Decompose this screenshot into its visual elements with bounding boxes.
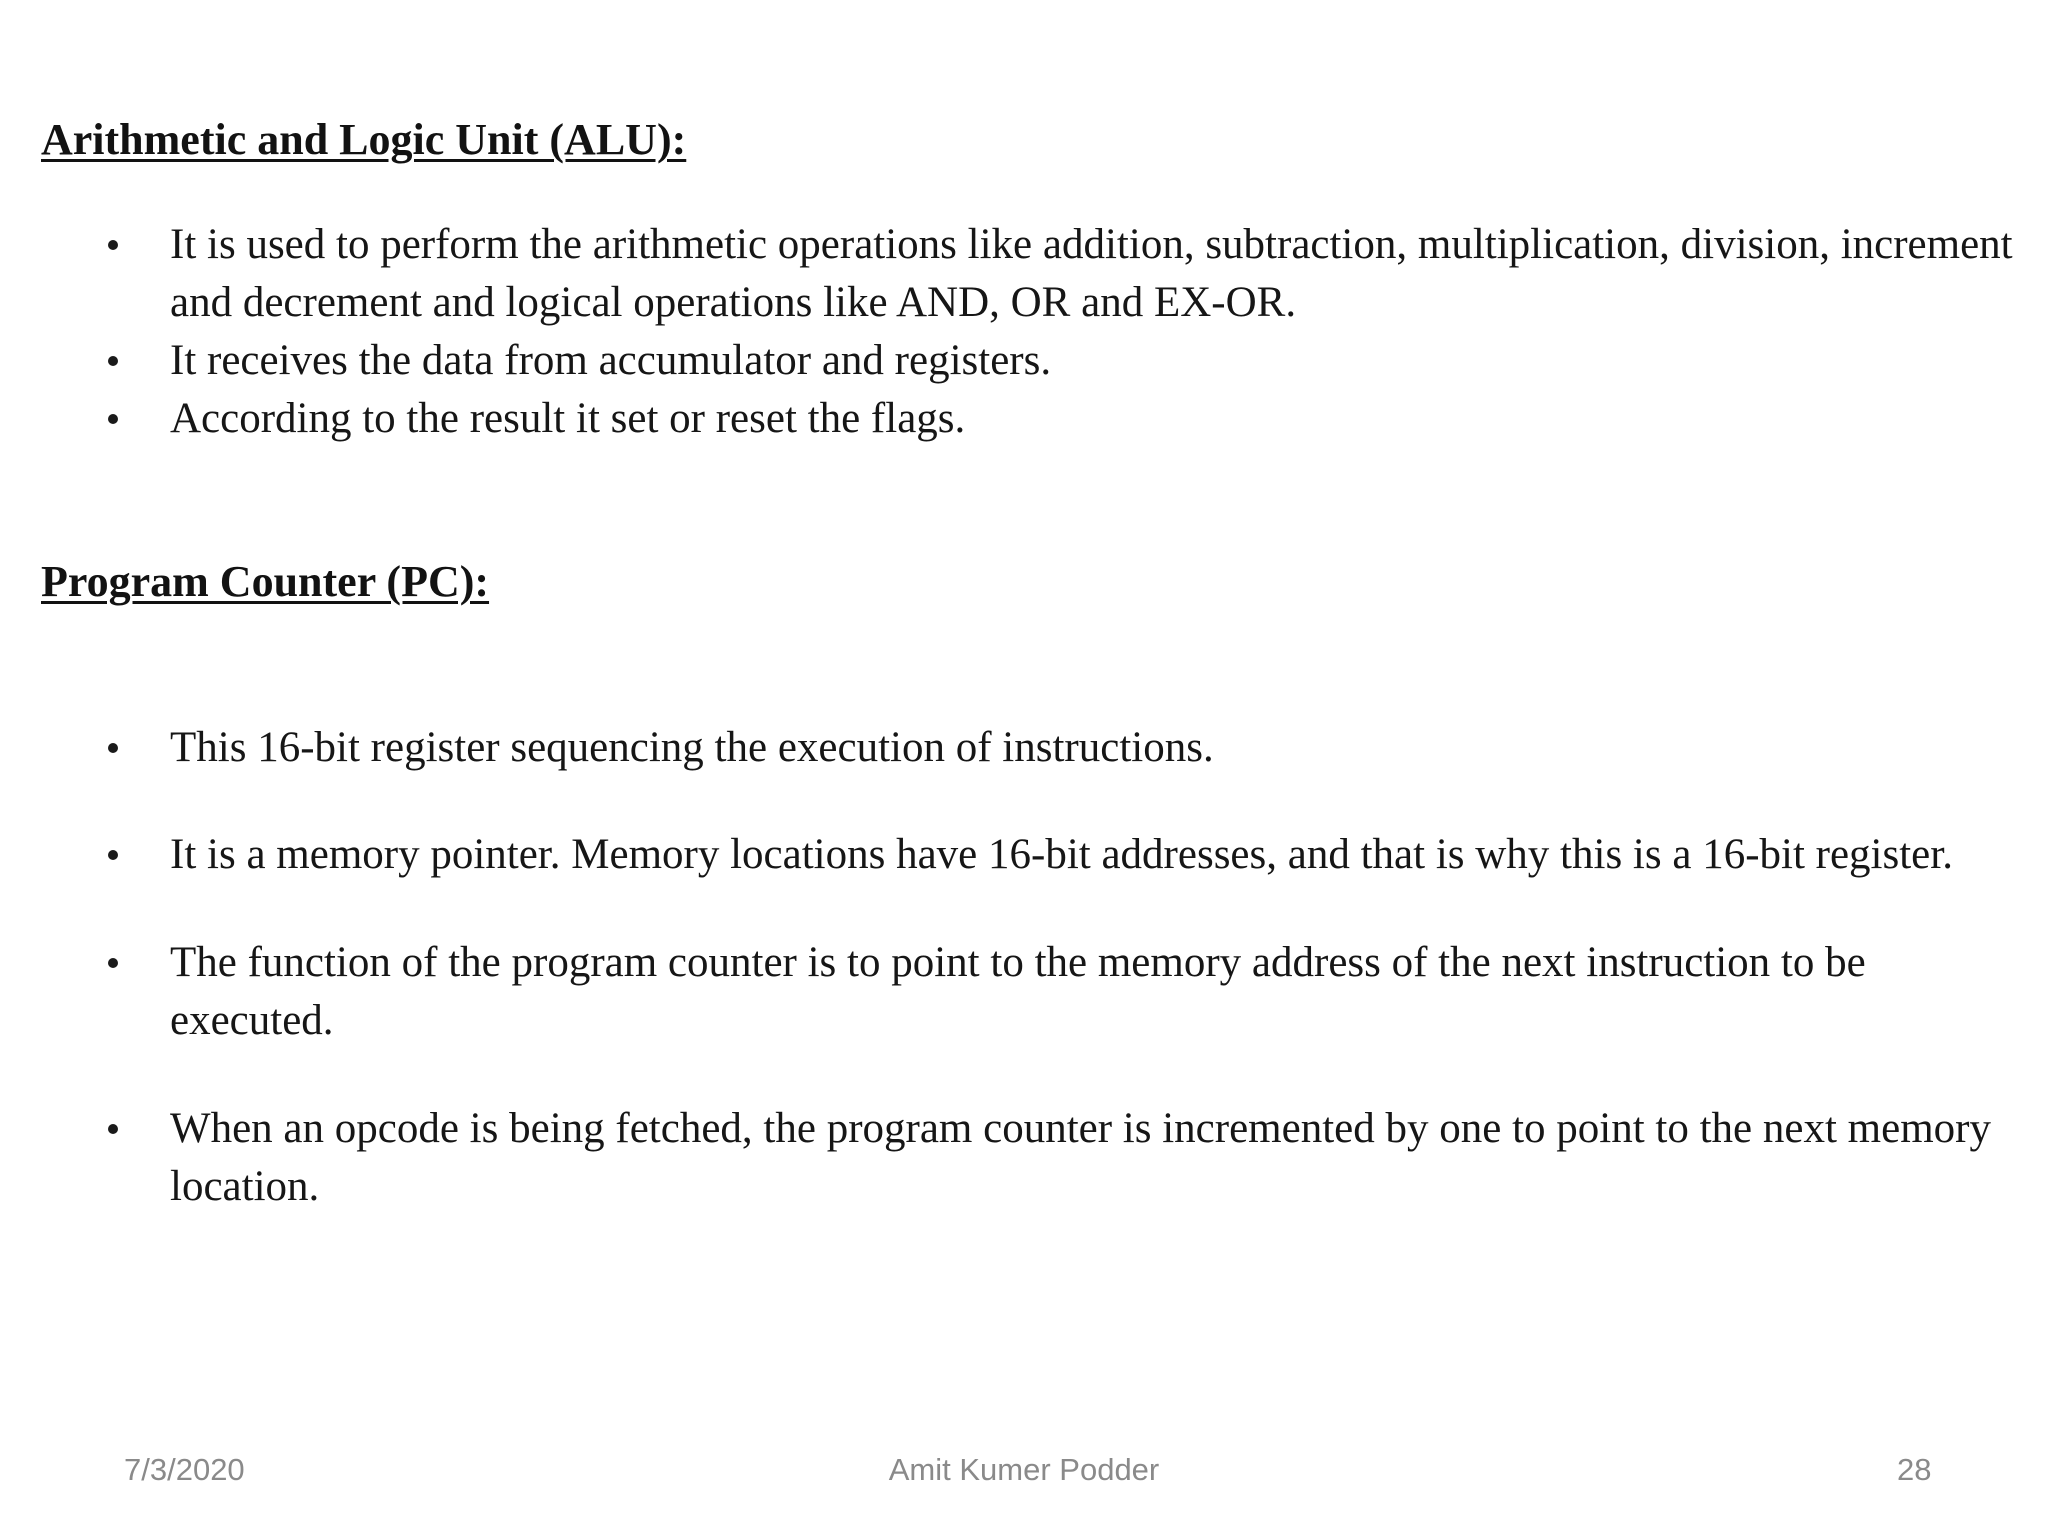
bullet-text: The function of the program counter is to point to the memory address of the next instruction to be executed. bbox=[170, 939, 1866, 1044]
bullet-icon bbox=[108, 850, 118, 860]
bullet-icon bbox=[108, 240, 118, 250]
alu-section-heading: Arithmetic and Logic Unit (ALU): bbox=[41, 115, 687, 164]
bullet-text: When an opcode is being fetched, the program counter is incremented by one to point to the next memory location. bbox=[170, 1105, 1991, 1210]
list-item bbox=[0, 934, 2048, 1050]
pc-section-heading: Program Counter (PC): bbox=[41, 557, 490, 606]
footer-date: 7/3/2020 bbox=[124, 1452, 245, 1487]
list-item bbox=[0, 719, 2048, 777]
bullet-icon bbox=[108, 958, 118, 968]
list-item bbox=[0, 1100, 2048, 1216]
bullet-icon bbox=[108, 1124, 118, 1134]
alu-bullet-list bbox=[0, 216, 2048, 448]
bullet-icon bbox=[108, 414, 118, 424]
bullet-icon bbox=[108, 356, 118, 366]
pc-bullet-list bbox=[0, 719, 2048, 1266]
bullet-text: It is used to perform the arithmetic operations like addition, subtraction, multiplication, division, increment and decrement and logical operations like AND, OR and EX-OR. bbox=[170, 221, 2013, 326]
footer-page-number: 28 bbox=[1897, 1452, 1932, 1487]
bullet-text: This 16-bit register sequencing the execution of instructions. bbox=[170, 724, 1214, 771]
bullet-icon bbox=[108, 743, 118, 753]
list-item bbox=[0, 390, 2048, 448]
list-item bbox=[0, 216, 2048, 332]
bullet-text: It receives the data from accumulator and registers. bbox=[170, 337, 1052, 384]
bullet-text: According to the result it set or reset the flags. bbox=[170, 395, 966, 442]
list-item bbox=[0, 332, 2048, 390]
bullet-text: It is a memory pointer. Memory locations have 16-bit addresses, and that is why this is a 16-bit register. bbox=[170, 831, 1953, 878]
list-item bbox=[0, 826, 2048, 884]
footer-author: Amit Kumer Podder bbox=[888, 1452, 1160, 1487]
